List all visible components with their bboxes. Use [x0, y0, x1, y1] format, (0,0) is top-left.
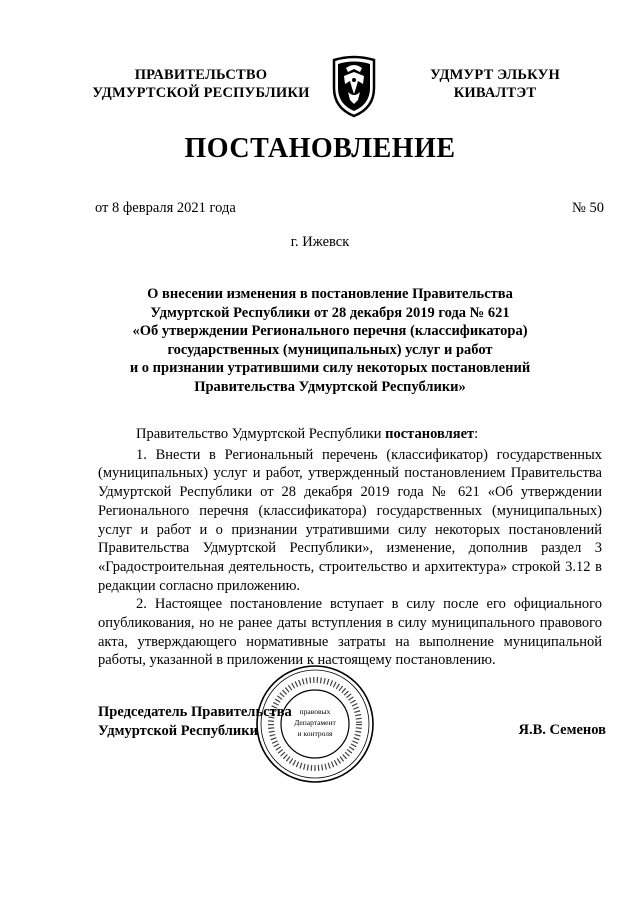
coat-of-arms-icon [330, 54, 378, 118]
header-right-line-2: КИВАЛТЭТ [453, 85, 537, 101]
official-stamp-icon [254, 663, 376, 785]
heading-line: О внесении изменения в постановление Правительства [147, 286, 513, 302]
paragraph-1: 1. Внести в Региональный перечень (классификатор) государственных (муниципальных) услуг и работ, утвержденный постановлением Правительства Удмуртской Республики от 28 декабря 2019 года № 621 «Об утверждении Регионального перечня (классификатора) государственных (муниципальных) услуг и работ и о признании утратившими силу некоторых постановлений Правительства Удмуртской Республики», изменение, дополнив раздел 3 «Градостроительная деятельность, строительство и архитектура» строкой 3.12 в редакции согласно приложению. [98, 446, 602, 594]
document-date: от 8 февраля 2021 года [95, 200, 236, 216]
heading-line: государственных (муниципальных) услуг и работ [167, 341, 493, 358]
header-left-line-1: ПРАВИТЕЛЬСТВО [134, 67, 268, 83]
header-right-line-1: УДМУРТ ЭЛЬКУН [430, 67, 560, 83]
signatory-name: Я.В. Семенов [518, 722, 606, 738]
paragraph-2: 2. Настоящее постановление вступает в силу после его официального опубликования, но не ранее даты вступления в силу муниципального правового акта, утверждающего нормативные затраты на выполнение муниципальной работы, указанной в приложении к настоящему постановлению. [98, 596, 602, 669]
header-left-line-2: УДМУРТСКОЙ РЕСПУБЛИКИ [92, 85, 310, 101]
document-city: г. Ижевск [290, 234, 350, 250]
signatory-position-line-1: Председатель Правительства [98, 704, 292, 720]
document-body [98, 425, 602, 670]
heading-line: и о признании утратившими силу некоторых постановлений [129, 360, 531, 376]
government-name-russian [86, 66, 316, 102]
stamp-line-1: правовых [299, 707, 331, 716]
document-number: № 50 [572, 200, 604, 216]
signatory-position-line-2: Удмуртской Республики [98, 723, 258, 739]
heading-line: Правительства Удмуртской Республики» [194, 378, 466, 395]
heading-line: «Об утверждении Регионального перечня (классификатора) [132, 323, 528, 339]
stamp-line-3: и контроля [297, 729, 333, 738]
intro-text: Правительство Удмуртской Республики [136, 426, 386, 442]
stamp-line-2: Департамент [294, 718, 336, 727]
intro-colon: : [474, 426, 479, 442]
resolution-intro [98, 425, 602, 444]
intro-resolves: постановляет [385, 426, 475, 442]
heading-line: Удмуртской Республики от 28 декабря 2019 года № 621 [150, 304, 510, 321]
document-title: ПОСТАНОВЛЕНИЕ [184, 133, 456, 164]
government-name-udmurt [420, 66, 570, 102]
document-heading [100, 285, 560, 396]
